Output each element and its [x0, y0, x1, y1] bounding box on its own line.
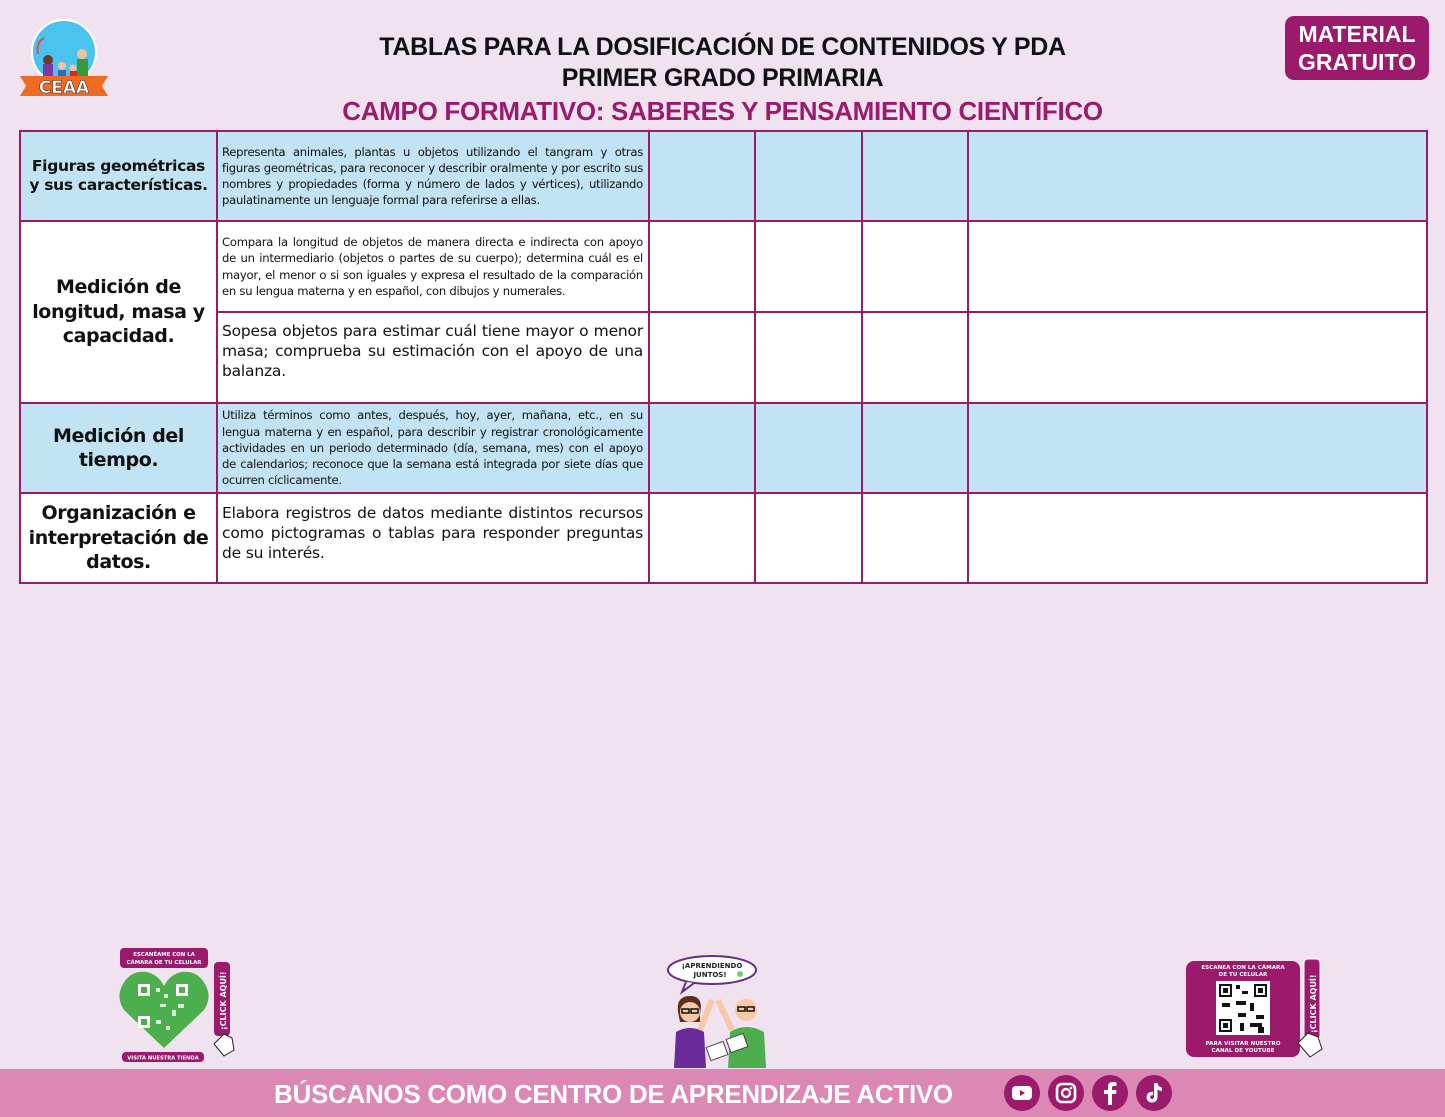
- svg-text:JUNTOS!: JUNTOS!: [693, 971, 727, 979]
- youtube-icon[interactable]: [1004, 1075, 1040, 1111]
- page-header: [0, 32, 1445, 128]
- badge-line2: GRATUITO: [1298, 49, 1416, 75]
- empty-cell[interactable]: [649, 493, 755, 583]
- learning-together-illustration: [660, 952, 784, 1068]
- page-title-line1: TABLAS PARA LA DOSIFICACIÓN DE CONTENIDOS Y PDA: [379, 33, 1066, 61]
- empty-cell[interactable]: [862, 131, 968, 221]
- empty-cell[interactable]: [968, 221, 1427, 312]
- topic-cell: Figuras geométricas y sus características.: [20, 131, 217, 221]
- empty-cell[interactable]: [649, 312, 755, 403]
- svg-text:DE TU CELULAR: DE TU CELULAR: [1218, 972, 1268, 978]
- store-qr-promo[interactable]: [116, 948, 236, 1064]
- footer-bar: [0, 1069, 1445, 1117]
- footer-text: BÚSCANOS COMO CENTRO DE APRENDIZAJE ACTIVO: [274, 1079, 953, 1109]
- svg-text:¡APRENDIENDO: ¡APRENDIENDO: [681, 962, 743, 970]
- svg-text:VISITA NUESTRA TIENDA: VISITA NUESTRA TIENDA: [127, 1055, 199, 1062]
- empty-cell[interactable]: [968, 131, 1427, 221]
- facebook-icon[interactable]: [1092, 1075, 1128, 1111]
- dosification-table: [19, 130, 1428, 584]
- empty-cell[interactable]: [755, 403, 862, 493]
- pda-cell: Elabora registros de datos mediante distintos recursos como pictogramas o tablas para responder preguntas de su interés.: [217, 493, 649, 583]
- pda-cell: Utiliza términos como antes, después, hoy, ayer, mañana, etc., en su lengua materna y en español, para describir y registrar cronológicamente actividades en un periodo determinado (día, semana, mes) con el apoyo de calendarios; reconoce que la semana está integrada por siete días que ocurren cíclicamente.: [217, 403, 649, 493]
- svg-text:¡CLICK AQUÍ!: ¡CLICK AQUÍ!: [1309, 974, 1318, 1033]
- empty-cell[interactable]: [755, 221, 862, 312]
- empty-cell[interactable]: [862, 403, 968, 493]
- empty-cell[interactable]: [968, 403, 1427, 493]
- page-subtitle: CAMPO FORMATIVO: SABERES Y PENSAMIENTO CIENTÍFICO: [342, 96, 1103, 126]
- svg-text:ESCANÉAME CON LA: ESCANÉAME CON LA: [133, 952, 195, 958]
- empty-cell[interactable]: [755, 312, 862, 403]
- pda-cell: Compara la longitud de objetos de manera directa e indirecta con apoyo de un intermediario (objetos o partes de su cuerpo); determina cuál es el mayor, el menor o si son iguales y expresa el resultado de la comparación en su lengua materna y en español, con dibujos y numerales.: [217, 221, 649, 312]
- empty-cell[interactable]: [968, 312, 1427, 403]
- topic-cell: Medición de longitud, masa y capacidad.: [20, 221, 217, 403]
- table-row: [20, 131, 1427, 221]
- table-row: [20, 221, 1427, 312]
- svg-text:¡CLICK AQUÍ!: ¡CLICK AQUÍ!: [219, 971, 228, 1030]
- empty-cell[interactable]: [862, 493, 968, 583]
- tiktok-icon[interactable]: [1136, 1075, 1172, 1111]
- svg-text:ESCANEA CON LA CÁMARA: ESCANEA CON LA CÁMARA: [1201, 965, 1285, 971]
- pda-cell: Representa animales, plantas u objetos utilizando el tangram y otras figuras geométricas, para reconocer y describir oralmente y por escrito sus nombres y propiedades (forma y número de lados y vértices), utilizando paulatinamente un lenguaje formal para referirse a ellas.: [217, 131, 649, 221]
- topic-cell: Medición del tiempo.: [20, 403, 217, 493]
- empty-cell[interactable]: [862, 312, 968, 403]
- free-material-badge: [1285, 16, 1429, 80]
- empty-cell[interactable]: [968, 493, 1427, 583]
- svg-text:PARA VISITAR NUESTRO: PARA VISITAR NUESTRO: [1205, 1041, 1281, 1047]
- empty-cell[interactable]: [755, 131, 862, 221]
- table-row: [20, 403, 1427, 493]
- empty-cell[interactable]: [649, 131, 755, 221]
- svg-text:CÁMARA DE TU CELULAR: CÁMARA DE TU CELULAR: [126, 960, 202, 966]
- svg-text:CEAA: CEAA: [38, 78, 90, 98]
- empty-cell[interactable]: [755, 493, 862, 583]
- badge-line1: MATERIAL: [1298, 21, 1416, 47]
- page-title-line2: PRIMER GRADO PRIMARIA: [561, 64, 884, 92]
- empty-cell[interactable]: [649, 221, 755, 312]
- table-row: [20, 312, 1427, 403]
- empty-cell[interactable]: [862, 221, 968, 312]
- empty-cell[interactable]: [649, 403, 755, 493]
- pda-cell: Sopesa objetos para estimar cuál tiene mayor o menor masa; comprueba su estimación con el apoyo de una balanza.: [217, 312, 649, 403]
- table-row: [20, 493, 1427, 583]
- instagram-icon[interactable]: [1048, 1075, 1084, 1111]
- youtube-qr-promo[interactable]: [1184, 957, 1324, 1061]
- svg-text:CANAL DE YOUTUBE: CANAL DE YOUTUBE: [1211, 1048, 1275, 1054]
- topic-cell: Organización e interpretación de datos.: [20, 493, 217, 583]
